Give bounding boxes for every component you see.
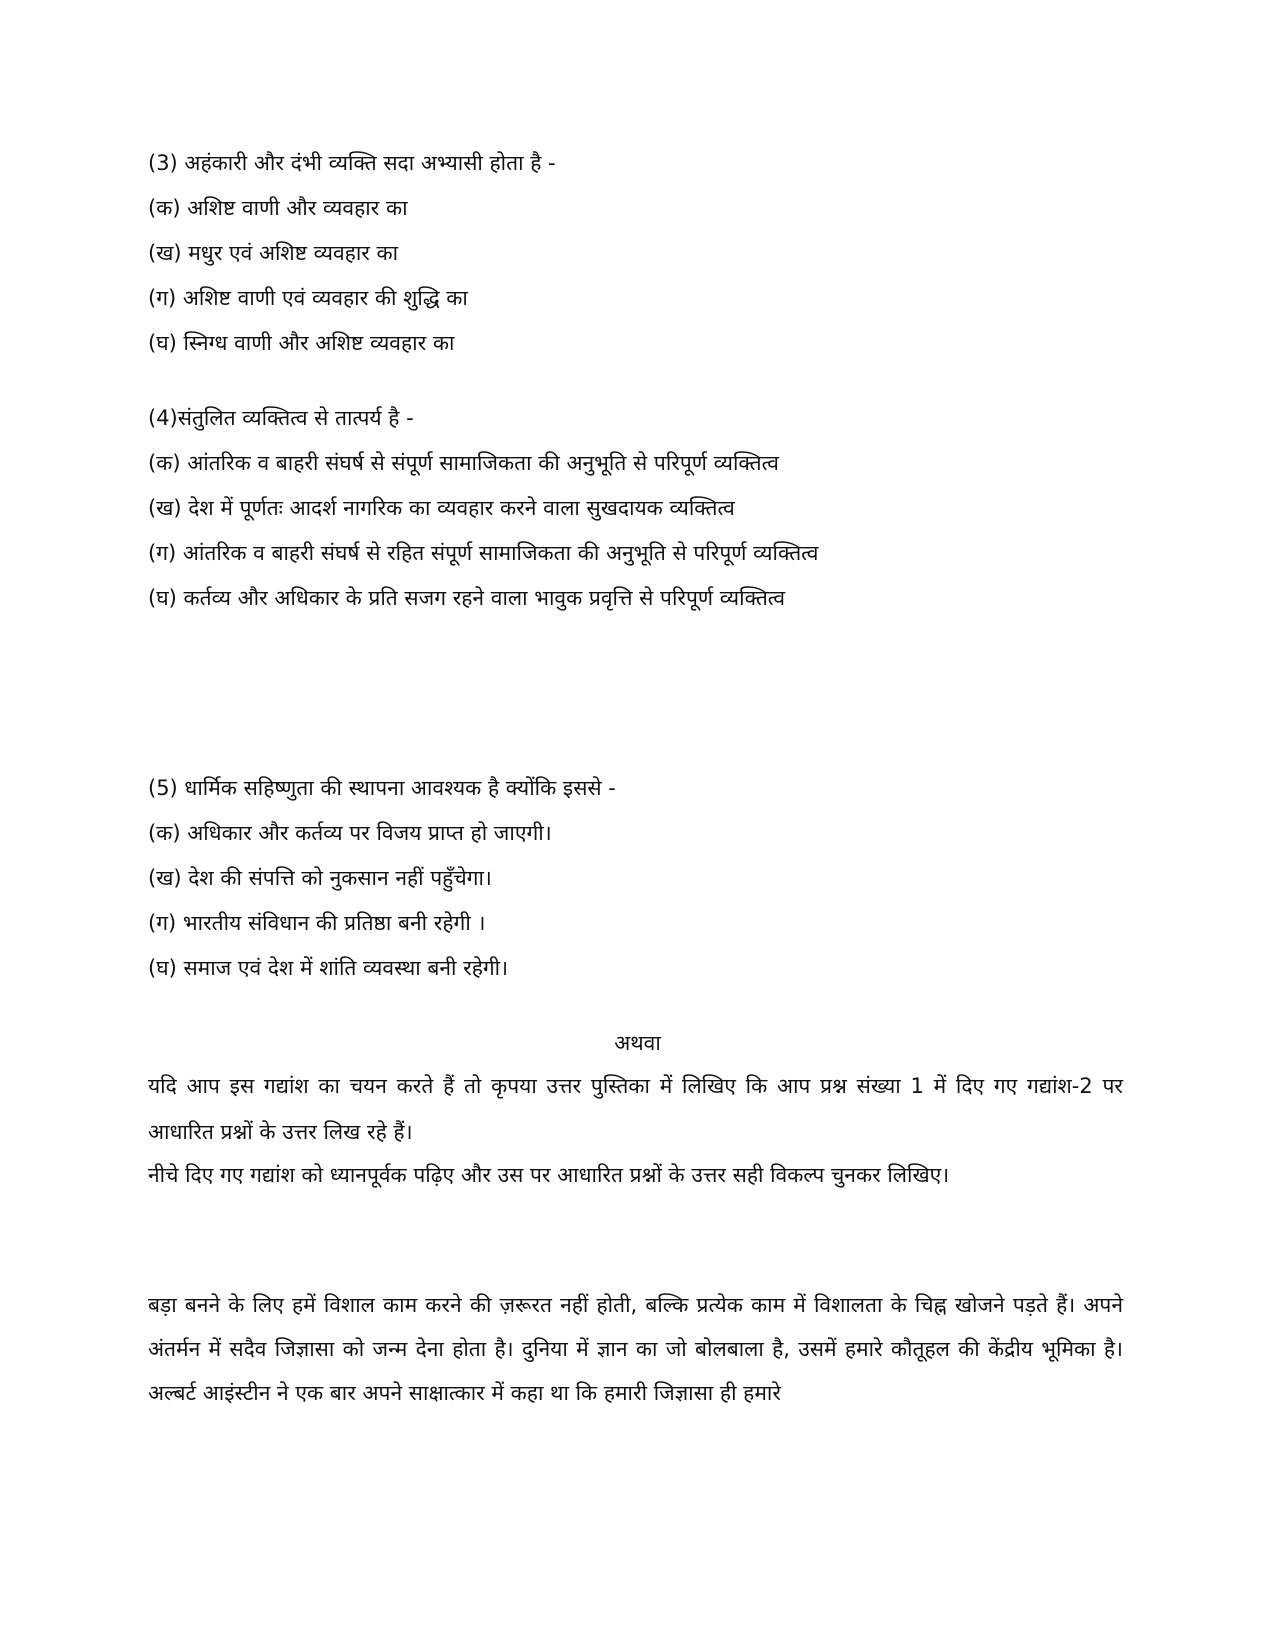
question-5-option-kha: (ख) देश की संपत्ति को नुकसान नहीं पहुँचेगा।	[148, 866, 492, 890]
question-4-option-ga: (ग) आंतरिक व बाहरी संघर्ष से रहित संपूर्ण सामाजिकता की अनुभूति से परिपूर्ण व्यक्तित्व	[148, 541, 819, 565]
instruction-choose-passage: यदि आप इस गद्यांश का चयन करते हैं तो कृपया उत्तर पुस्तिका में लिखिए कि आप प्रश्न संख्या 1 में दिए गए गद्यांश-2 पर आधारित प्रश्नों के उत्तर लिख रहे हैं।	[148, 1074, 1123, 1144]
question-3-option-ga: (ग) अशिष्ट वाणी एवं व्यवहार की शुद्धि का	[148, 286, 468, 310]
question-3-option-gha: (घ) स्निग्ध वाणी और अशिष्ट व्यवहार का	[148, 331, 455, 355]
question-5-option-gha: (घ) समाज एवं देश में शांति व्यवस्था बनी रहेगी।	[148, 956, 509, 980]
question-4-option-ka: (क) आंतरिक व बाहरी संघर्ष से संपूर्ण सामाजिकता की अनुभूति से परिपूर्ण व्यक्तित्व	[148, 451, 779, 475]
question-3-stem: (3) अहंकारी और दंभी व्यक्ति सदा अभ्यासी होता है -	[148, 151, 556, 175]
question-5-stem: (5) धार्मिक सहिष्णुता की स्थापना आवश्यक है क्योंकि इससे -	[148, 776, 616, 800]
question-3-option-ka: (क) अशिष्ट वाणी और व्यवहार का	[148, 196, 408, 220]
question-5-option-ga: (ग) भारतीय संविधान की प्रतिष्ठा बनी रहेगी ।	[148, 911, 486, 935]
or-heading: अथवा	[614, 1031, 661, 1055]
question-3-option-kha: (ख) मधुर एवं अशिष्ट व्यवहार का	[148, 241, 399, 265]
question-4-option-kha: (ख) देश में पूर्णतः आदर्श नागरिक का व्यवहार करने वाला सुखदायक व्यक्तित्व	[148, 496, 735, 520]
question-4-stem: (4)संतुलित व्यक्तित्व से तात्पर्य है -	[148, 406, 414, 430]
passage-text: बड़ा बनने के लिए हमें विशाल काम करने की ज़रूरत नहीं होती, बल्कि प्रत्येक काम में विशालता के चिह्न खोजने पड़ते हैं। अपने अंतर्मन में सदैव जिज्ञासा को जन्म देना होता है। दुनिया में ज्ञान का जो बोलबाला है, उसमें हमारे कौतूहल की केंद्रीय भूमिका है। अल्बर्ट आइंस्टीन ने एक बार अपने साक्षात्कार में कहा था कि हमारी जिज्ञासा ही हमारे	[148, 1293, 1123, 1405]
question-5-option-ka: (क) अधिकार और कर्तव्य पर विजय प्राप्त हो जाएगी।	[148, 821, 552, 845]
instruction-read-passage: नीचे दिए गए गद्यांश को ध्यानपूर्वक पढ़िए और उस पर आधारित प्रश्नों के उत्तर सही विकल्प चुनकर लिखिए।	[148, 1163, 950, 1187]
question-4-option-gha: (घ) कर्तव्य और अधिकार के प्रति सजग रहने वाला भावुक प्रवृत्ति से परिपूर्ण व्यक्तित्व	[148, 586, 786, 610]
